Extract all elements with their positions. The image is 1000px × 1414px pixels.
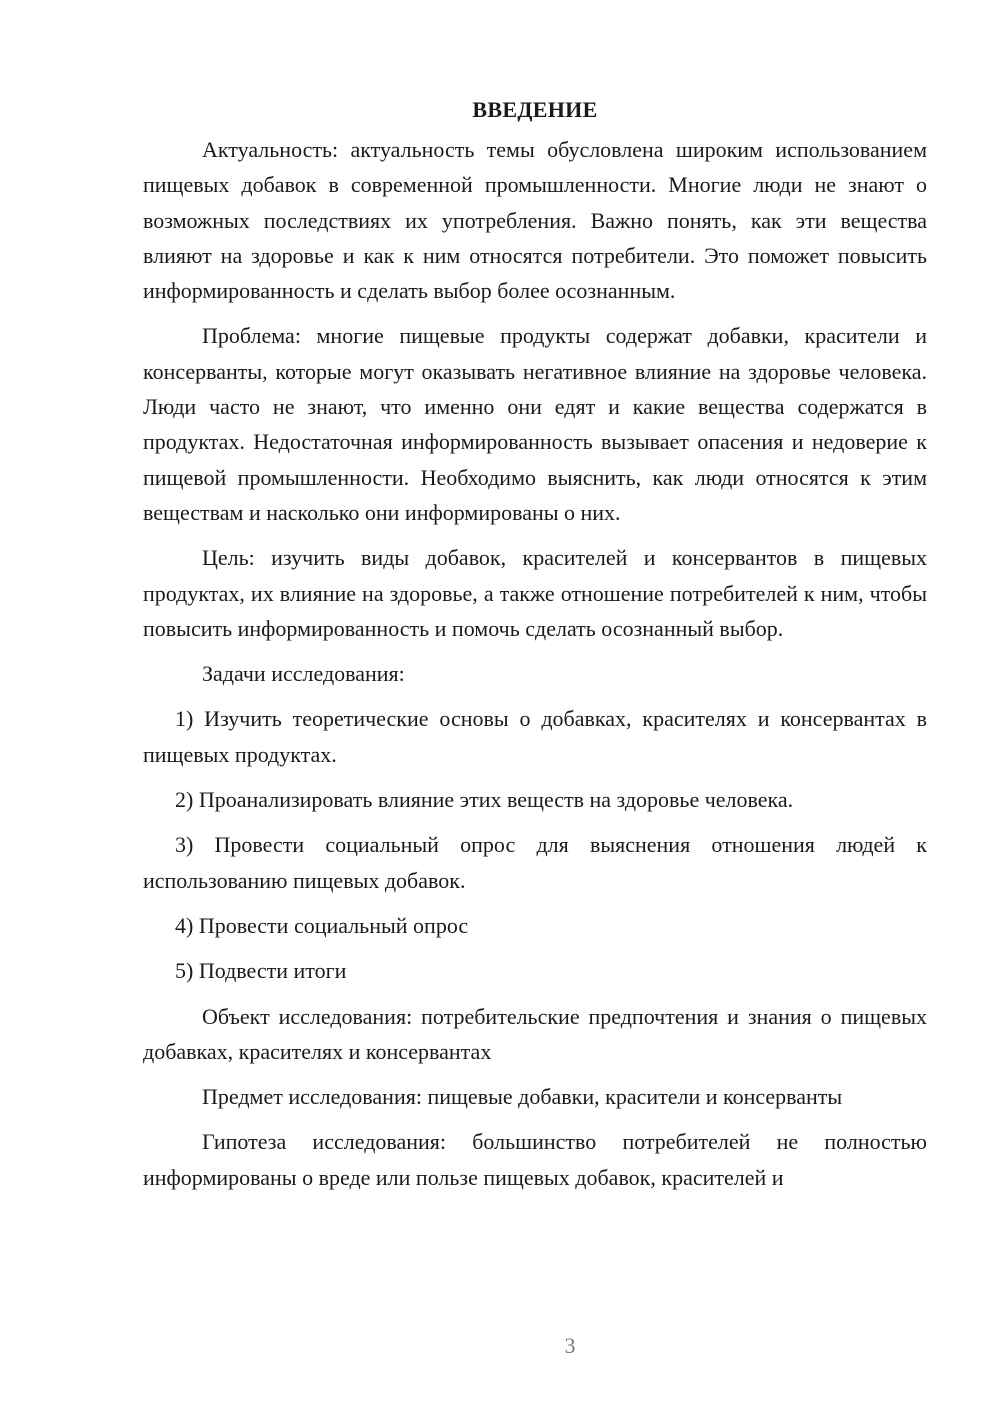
document-page: [143, 92, 927, 1205]
paragraph-goal: Цель: изучить виды добавок, красителей и консервантов в пищевых продуктах, их влияние на здоровье, а также отношение потребителей к ним, чтобы повысить информированность и помочь сделать осознанный выбор.: [143, 545, 927, 641]
paragraph-relevance: Актуальность: актуальность темы обусловлена широким использованием пищевых добавок в современной промышленности. Многие люди не знают о возможных последствиях их употребления. Важно понять, как эти вещества влияют на здоровье и как к ним относятся потребители. Это поможет повысить информированность и сделать выбор более осознанным.: [143, 137, 927, 304]
task-item-1: 1) Изучить теоретические основы о добавках, красителях и консервантах в пищевых продуктах.: [143, 706, 927, 767]
paragraph-tasks-heading: Задачи исследования:: [202, 661, 405, 687]
paragraph-problem: Проблема: многие пищевые продукты содержат добавки, красители и консерванты, которые могут оказывать негативное влияние на здоровье человека. Люди часто не знают, что именно они едят и какие вещества содержатся в продуктах. Недостаточная информированность вызывает опасения и недоверие к пищевой промышленности. Необходимо выяснить, как люди относятся к этим веществам и насколько они информированы о них.: [143, 323, 927, 525]
page-number: 3: [564, 1333, 576, 1358]
page-title: ВВЕДЕНИЕ: [472, 97, 598, 122]
paragraph-hypothesis: Гипотеза исследования: большинство потребителей не полностью информированы о вреде или пользе пищевых добавок, красителей и: [143, 1129, 927, 1190]
paragraph-subject: Предмет исследования: пищевые добавки, красители и консерванты: [202, 1084, 843, 1110]
task-item-4: 4) Провести социальный опрос: [175, 912, 469, 938]
task-item-3: 3) Провести социальный опрос для выяснения отношения людей к использованию пищевых добавок.: [143, 832, 927, 893]
task-item-5: 5) Подвести итоги: [175, 958, 347, 984]
task-item-2: 2) Проанализировать влияние этих веществ на здоровье человека.: [175, 787, 794, 813]
paragraph-object: Объект исследования: потребительские предпочтения и знания о пищевых добавках, красителях и консервантах: [143, 1003, 927, 1064]
